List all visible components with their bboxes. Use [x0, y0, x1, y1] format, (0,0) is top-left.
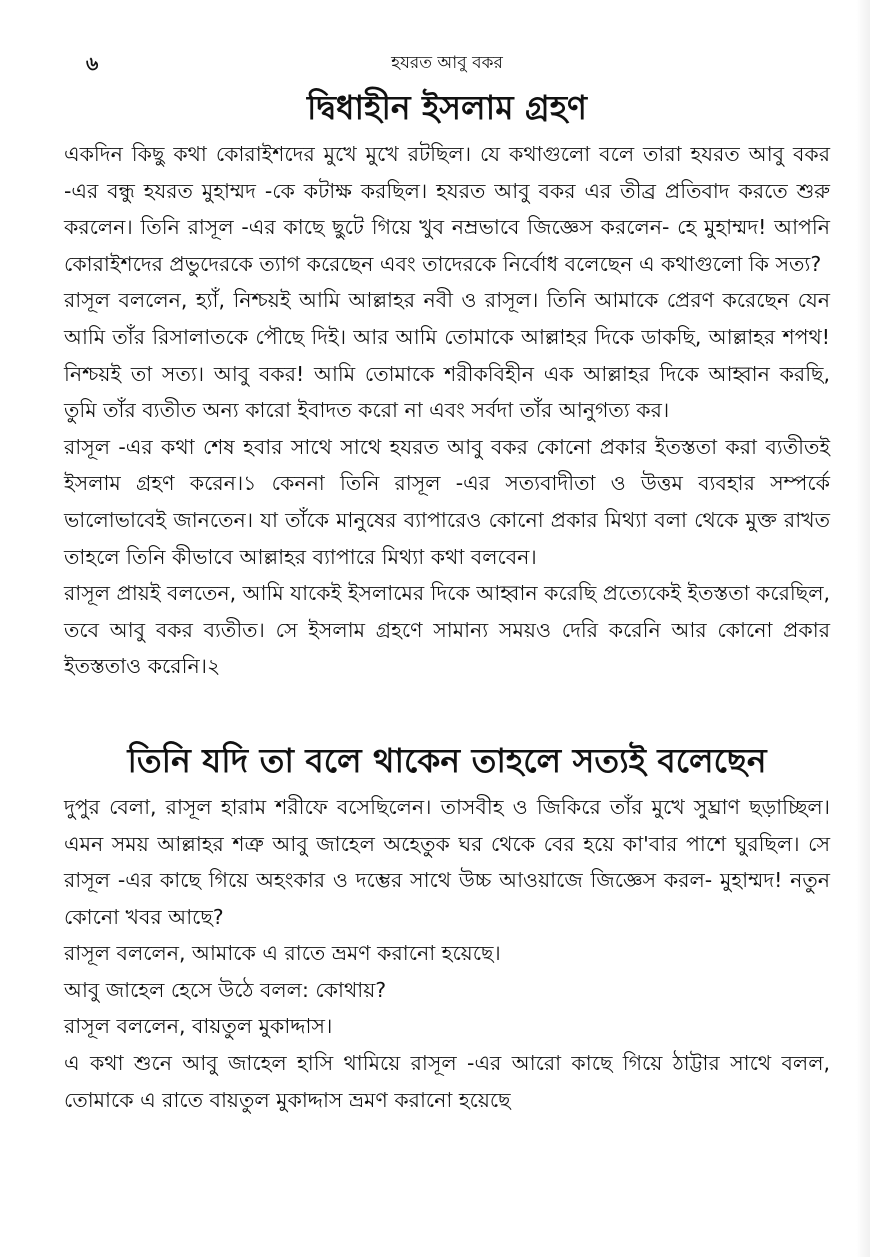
paragraph: রাসূল -এর কথা শেষ হবার সাথে সাথে হযরত আবু বকর কোনো প্রকার ইতস্ততা করা ব্যতীতই ইসলাম গ্রহণ করেন।১ কেননা তিনি রাসূল -এর সত্যবাদীতা ও উত্তম ব্যবহার সম্পর্কে ভালোভাবেই জানতেন। যা তাঁকে মানুষের ব্যাপারেও কোনো প্রকার মিথ্যা বলা থেকে মুক্ত রাখত তাহলে তিনি কীভাবে আল্লাহর ব্যাপারে মিথ্যা কথা বলবেন। [64, 434, 830, 569]
page-edge-shadow [856, 0, 870, 1257]
paragraph: রাসূল বললেন, বায়তুল মুকাদ্দাস। [64, 1014, 333, 1039]
running-header [64, 44, 830, 78]
paragraph: রাসূল বললেন, হ্যাঁ, নিশ্চয়ই আমি আল্লাহর নবী ও রাসূল। তিনি আমাকে প্রেরণ করেছেন যেন আমি তাঁর রিসালাতকে পৌছে দিই। আর আমি তোমাকে আল্লাহর দিকে ডাকছি, আল্লাহর শপথ! নিশ্চয়ই তা সত্য। আবু বকর! আমি তোমাকে শরীকবিহীন এক আল্লাহর দিকে আহ্বান করছি, তুমি তাঁর ব্যতীত অন্য কারো ইবাদত করো না এবং সর্বদা তাঁর আনুগত্য কর। [64, 288, 830, 423]
section-2 [64, 739, 830, 1118]
paragraph: রাসূল প্রায়ই বলতেন, আমি যাকেই ইসলামের দিকে আহ্বান করেছি প্রত্যেকেই ইতস্ততা করেছিল, তবে আবু বকর ব্যতীত। সে ইসলাম গ্রহণে সামান্য সময়ও দেরি করেনি আর কোনো প্রকার ইতস্ততাও করেনি।২ [64, 581, 830, 679]
running-title: হযরত আবু বকর [391, 53, 503, 73]
section-heading: দ্বিধাহীন ইসলাম গ্রহণ [306, 88, 588, 127]
section-1 [64, 86, 830, 685]
section-heading: তিনি যদি তা বলে থাকেন তাহলে সত্যই বলেছেন [127, 740, 767, 780]
paragraph: রাসূল বললেন, আমাকে এ রাতে ভ্রমণ করানো হয়েছে। [64, 941, 501, 966]
paragraph: একদিন কিছু কথা কোরাইশদের মুখে মুখে রটছিল। যে কথাগুলো বলে তারা হযরত আবু বকর -এর বন্ধু হযরত মুহাম্মদ -কে কটাক্ষ করছিল। হযরত আবু বকর এর তীব্র প্রতিবাদ করতে শুরু করলেন। তিনি রাসূল -এর কাছে ছুটে গিয়ে খুব নম্রভাবে জিজ্ঞেস করলেন- হে মুহাম্মদ! আপনি কোরাইশদের প্রভুদেরকে ত্যাগ করেছেন এবং তাদেরকে নির্বোধ বলেছেন এ কথাগুলো কি সত্য? [64, 142, 830, 276]
paragraph: আবু জাহেল হেসে উঠে বলল: কোথায়? [64, 977, 387, 1002]
paragraph: দুপুর বেলা, রাসূল হারাম শরীফে বসেছিলেন। তাসবীহ ও জিকিরে তাঁর মুখে সুঘ্রাণ ছড়াচ্ছিল। এমন সময় আল্লাহর শত্রু আবু জাহেল অহেতুক ঘর থেকে বের হয়ে কা'বার পাশে ঘুরছিল। সে রাসূল -এর কাছে গিয়ে অহংকার ও দম্ভের সাথে উচ্চ আওয়াজে জিজ্ঞেস করল- মুহাম্মদ! নতুন কোনো খবর আছে? [64, 794, 830, 929]
page-number: ৬ [86, 53, 99, 75]
paragraph: এ কথা শুনে আবু জাহেল হাসি থামিয়ে রাসূল -এর আরো কাছে গিয়ে ঠাট্টার সাথে বলল, তোমাকে এ রাতে বায়তুল মুকাদ্দাস ভ্রমণ করানো হয়েছে [64, 1051, 830, 1112]
